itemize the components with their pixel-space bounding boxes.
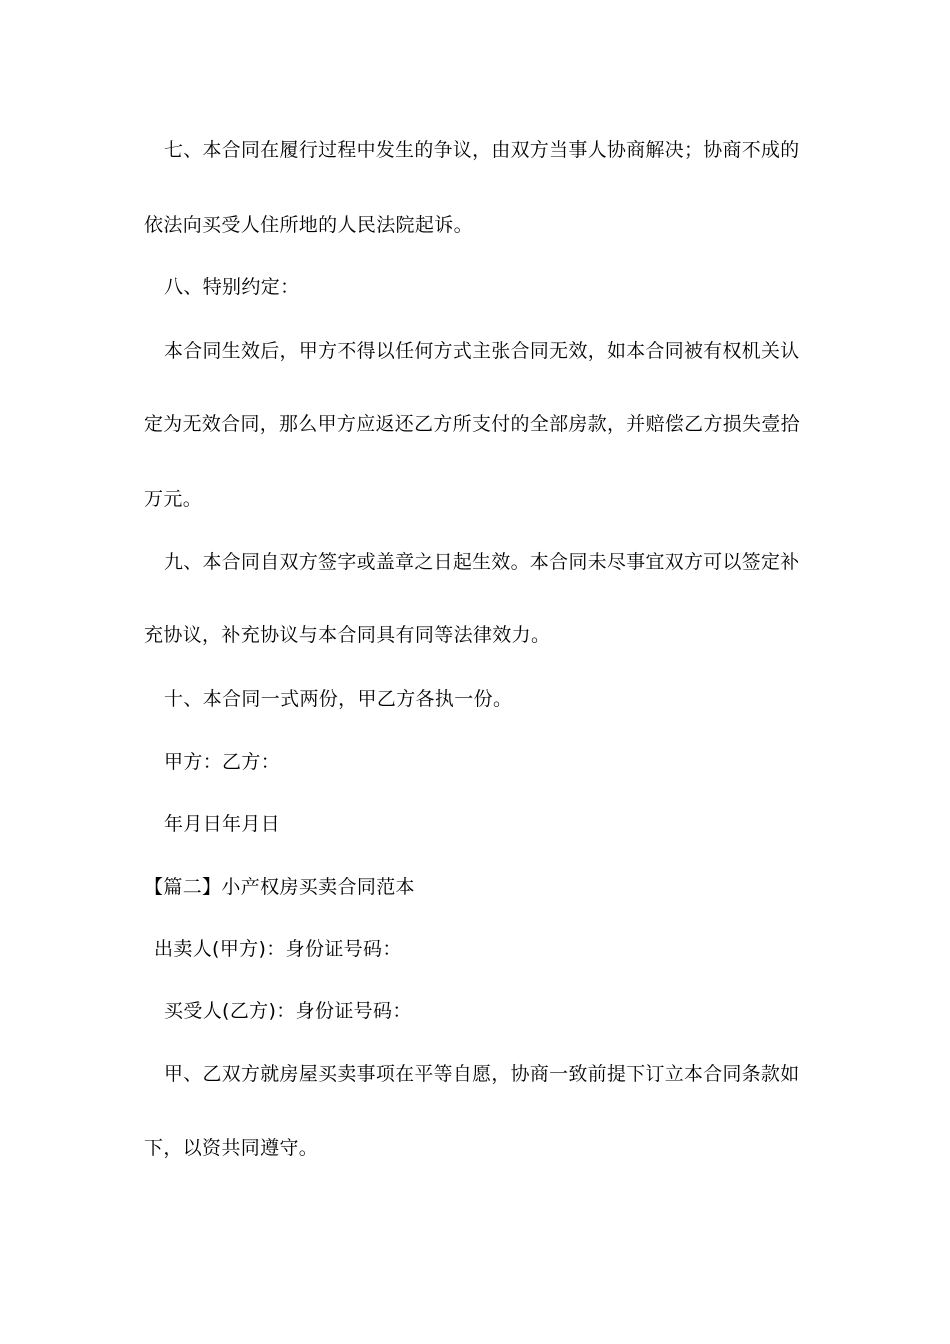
buyer-line: 买受人(乙方)：身份证号码：: [164, 1000, 412, 1022]
clause-8-line-1: 本合同生效后，甲方不得以任何方式主张合同无效，如本合同被有权机关认: [164, 340, 800, 362]
clause-8-line-2: 定为无效合同，那么甲方应返还乙方所支付的全部房款，并赔偿乙方损失壹拾: [144, 413, 800, 435]
clause-7-line-1: 七、本合同在履行过程中发生的争议，由双方当事人协商解决；协商不成的: [164, 139, 800, 161]
section-heading: 【篇二】小产权房买卖合同范本: [144, 876, 415, 898]
clause-10: 十、本合同一式两份，甲乙方各执一份。: [164, 688, 513, 710]
preamble-line-1: 甲、乙双方就房屋买卖事项在平等自愿，协商一致前提下订立本合同条款如: [164, 1063, 800, 1085]
clause-9-line-1: 九、本合同自双方签字或盖章之日起生效。本合同未尽事宜双方可以签定补: [164, 551, 800, 573]
clause-8-heading: 八、特别约定：: [164, 276, 300, 298]
preamble-line-2: 下，以资共同遵守。: [144, 1137, 319, 1159]
seller-line: 出卖人(甲方)：身份证号码：: [154, 938, 402, 960]
clause-8-line-3: 万元。: [144, 488, 203, 510]
signature-parties: 甲方：乙方：: [164, 751, 281, 773]
clause-7-line-2: 依法向买受人住所地的人民法院起诉。: [144, 214, 473, 236]
clause-9-line-2: 充协议，补充协议与本合同具有同等法律效力。: [144, 624, 551, 646]
signature-dates: 年月日年月日: [164, 813, 281, 835]
